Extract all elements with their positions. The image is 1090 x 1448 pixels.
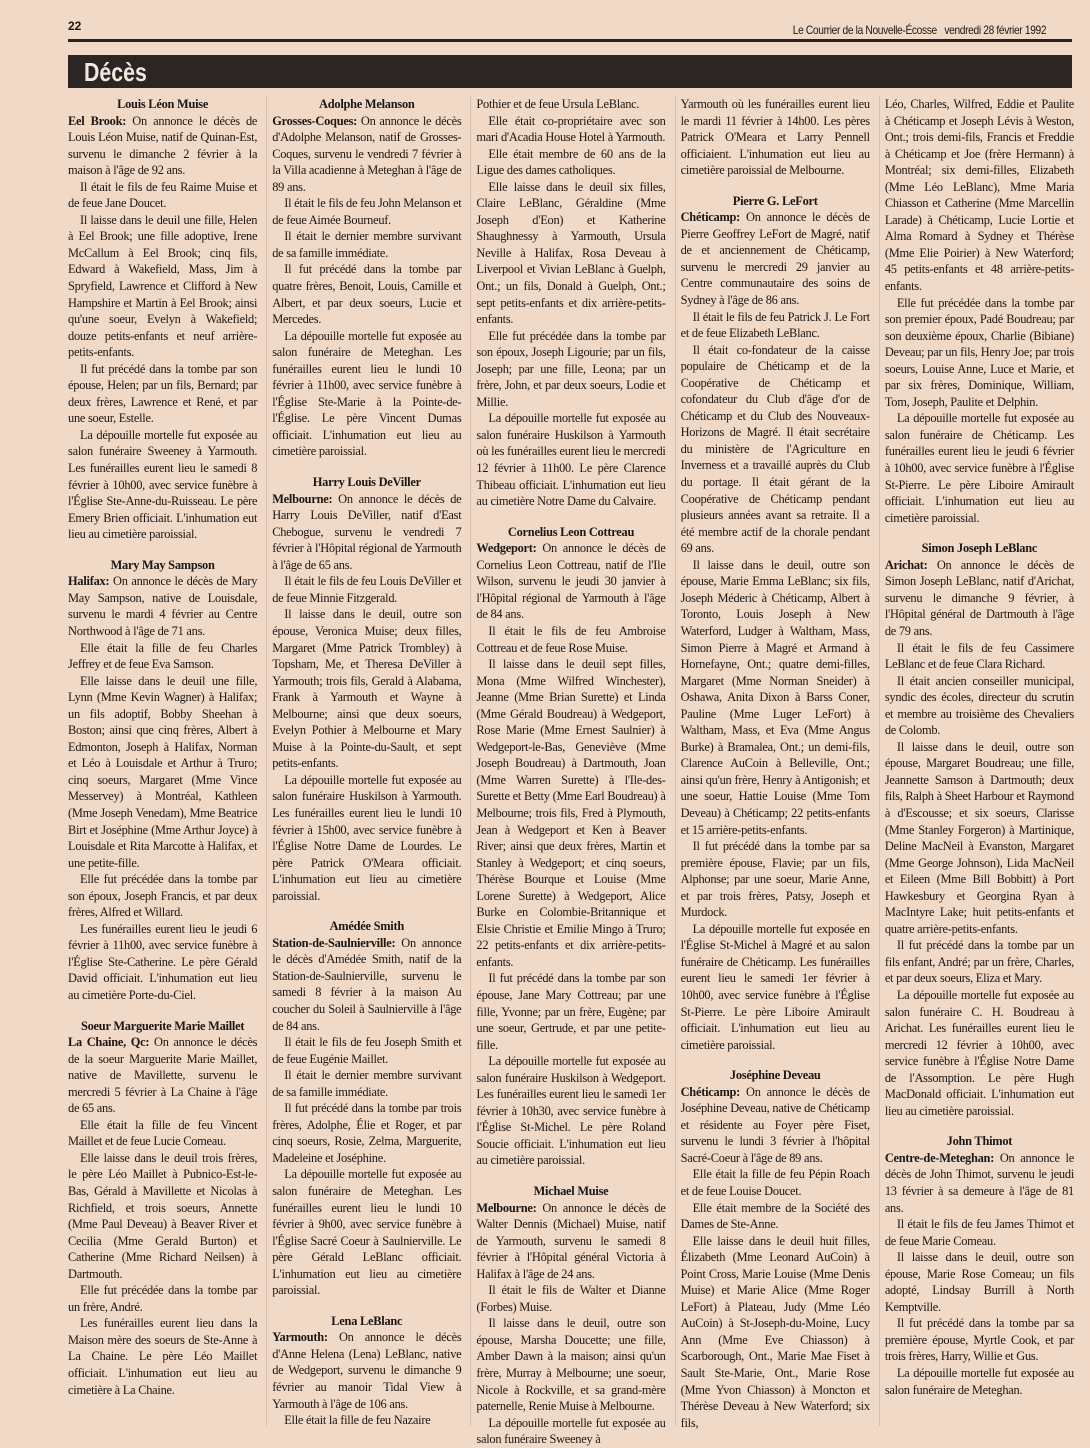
paragraph-text: Il fut précédé dans la tombe par son épouse, Helen; par un fils, Bernard; par deux frères, Lawrence et René, et par une soeur, Estelle. [68,361,258,426]
obituary-paragraph [476,970,665,1053]
paragraph-text: La dépouille mortelle fut exposée au salon funéraire Huskilson à Yarmouth. Les funérailles eurent lieu le lundi 10 février à 15h00, avec service funèbre à l'Église Notre Dame de Lourdes. Le père Patrick O'Meara officiait. L'inhumation eut lieu au cimetière paroissial. [272,772,462,903]
paragraph-text: La dépouille mortelle fut exposée en l'Église St-Michel à Magré et au salon funéraire de Chéticamp. Les funérailles eurent lieu le samedi 1er février à 10h00, avec service funèbre à l'Église St-Pierre. Le père Liboire Amirault officiait. L'inhumation eut lieu au cimetière paroissial. [680,921,870,1052]
obituary-paragraph [885,1216,1074,1249]
paragraph-text: Il fut précédé dans la tombe par son épouse, Jane Mary Cottreau; par une fille, Yvonne; par un frère, Eugène; par une soeur, Gertrude, et par une petite-fille. [476,971,666,1052]
paragraph-text: Il était le fils de feu Cassimere LeBlanc et de feue Clara Richard. [884,640,1075,672]
obituary-paragraph [68,1034,257,1117]
obituary-paragraph [272,606,461,771]
paragraph-text: Elle laisse dans le deuil six filles, Claire LeBlanc, Géraldine (Mme Joseph d'Eon) et Katherine Shaughnessy à Yarmouth, Ursula Neville à Halifax, Rosa Deveau à Liverpool et Vivian LeBlanc à Guelph, Ont.; un fils, Donald à Guelph, Ont.; sept petits-enfants et dix arrière-petits-enfants. [476,179,666,327]
dateline: Chéticamp: [680,1084,741,1099]
obituary-paragraph [681,309,870,342]
paragraph-text: Les funérailles eurent lieu le jeudi 6 février à 11h00, avec service funèbre à l'Église Ste-Catherine. Le père Gérald David officiait. L'inhumation eut lieu au cimetière Porte-du-Ciel. [68,921,258,1002]
paragraph-text: Il laisse dans le deuil une fille, Helen à Eel Brook; une fille adoptive, Irene McCallum à Eel Brook; cinq fils, Edward à Wakefield, Mass, Jim à Spryfield, Lawrence et Clifford à New Hampshire et Martin à Eel Brook; ainsi qu'une soeur, Evelyn à Wakefield; douze petits-enfants et neuf arrière-petits-enfants. [68,212,258,360]
paragraph-text: Elle fut précédée dans la tombe par son époux, Joseph Francis, et par deux frères, Alfred et Willard. [68,872,258,920]
dateline: Yarmouth: [272,1330,328,1345]
paragraph-text: Il était le fils de feu Patrick J. Le Fort et de feue Elizabeth LeBlanc. [680,309,870,341]
obituary-paragraph [68,640,257,673]
paragraph-text: Elle laisse dans le deuil trois frères, le père Léo Maillet à Pubnico-Est-le-Bas, Gérald à Mavillette et Nicolas à Richfield, et trois soeurs, Annette (Mme Paul Deveau) à Beaver River et Cecilia (Mme Gerald Burton) et Catherine (Mme Richard Neilsen) à Dartmouth. [68,1150,258,1281]
obituary-paragraph [68,1150,257,1282]
paragraph-text: Elle était membre de la Société des Dames de Ste-Anne. [680,1200,870,1232]
obituary-paragraph [681,342,870,557]
publication-date: vendredi 28 février 1992 [944,23,1046,37]
dateline: Station-de-Saulnierville: [272,935,396,950]
obituary-name-heading: Mary May Sampson [110,557,215,572]
obituary-paragraph [885,937,1074,987]
obituary-paragraph [272,1100,461,1166]
obituary-paragraph [272,1067,461,1100]
paragraph-text: La dépouille mortelle fut exposée au salon funéraire de Meteghan. Les funérailles eurent lieu le lundi 10 février à 11h00, avec service funèbre à l'Église Ste-Marie à la Pointe-de-l'Église. Le père Vincent Dumas officiait. L'inhumation eut lieu au cimetière paroissial. [272,328,462,459]
column-4 [675,96,870,1430]
paragraph-text: On annonce le décès de Pierre Geoffrey LeFort de Magré, natif de et anciennement de Chéticamp, survenu le mercredi 29 janvier au Centre communautaire des soins de Sydney à l'âge de 86 ans. [680,210,870,308]
continued-paragraph [476,96,665,113]
section-title: Décès [84,57,147,87]
obituary-columns [68,96,1075,1447]
obituary-name-heading: Pierre G. LeFort [732,193,818,208]
paragraph-text: On annonce le décès de Cornelius Leon Cottreau, natif de l'Ile Wilson, survenu le jeudi 30 janvier à l'Hôpital régional de Yarmouth à l'âge de 84 ans. [476,541,666,622]
obituary-paragraph [476,1282,665,1315]
obituary-name-heading: Harry Louis DeViller [312,475,421,490]
paragraph-text: La dépouille mortelle fut exposée au salon funéraire de Meteghan. Les funérailles eurent lieu le lundi 10 février à 9h00, avec service funèbre à l'Église Sacré Coeur à Saulnierville. Le père Gérald LeBlanc officiait. L'inhumation eut lieu au cimetière paroissial. [272,1167,462,1298]
paragraph-text: On annonce le décès de John Thimot, survenu le jeudi 13 février à sa demeure à l'âge de 81 ans. [884,1150,1075,1215]
paragraph-text: La dépouille mortelle fut exposée au salon funéraire de Chéticamp. Les funérailles eurent lieu le jeudi 6 février à 10h00, avec service funèbre à l'Église St-Pierre. Le père Liboire Amirault officiait. L'inhumation eut lieu au cimetière paroissial. [884,411,1075,525]
paragraph-text: Il laisse dans le deuil, outre son épouse, Margaret Boudreau; une fille, Jeannette Samson à Dartmouth; deux fils, Ralph à Sheet Harbour et Raymond à d'Escousse; et six soeurs, Clarisse (Mme Stanley Forgeron) à Martinique, Deline MacNeil à Evanston, Margaret (Mme George Johnson), Lida MacNeil et Eileen (Mme Bill Bobbitt) à Port Hawkesbury et Georgina Ryan à MacIntyre Lake; huit petits-enfants et quatre arrière-petits-enfants. [884,739,1075,936]
column-5 [879,96,1074,1426]
obituary-paragraph [272,261,461,327]
paragraph-text: Elle était la fille de feu Pépin Roach et de feue Louise Doucet. [680,1167,870,1198]
obituary-name-heading: Joséphine Deveau [729,1068,821,1083]
obituary-name-heading: Amédée Smith [329,919,405,934]
paragraph-text: Elle était co-propriétaire avec son mari d'Acadia House Hotel à Yarmouth. [476,113,666,145]
page-number: 22 [68,19,82,33]
paragraph-text: On annonce le décès d'Adolphe Melanson, natif de Grosses-Coques, survenu le vendredi 7 février à la Villa acadienne à Meteghan à l'âge de 89 ans. [272,113,462,194]
obituary-paragraph [885,1315,1074,1365]
obituary-paragraph [272,772,461,904]
paragraph-text: Elle laisse dans le deuil huit filles, Élizabeth (Mme Leonard AuCoin) à Point Cross, Marie Louise (Mme Denis Muise) et Marie Alice (Mme Roger LeFort) à Plateau, Judy (Mme Léo AuCoin) à St-Joseph-du-Moine, Lucy Ann (Mme Eve Chiasson) à Scarborough, Ont., Marie Mae Fiset à Sault Ste-Marie, Ont., Marie Rose (Mme Yvon Chiasson) à Moncton et Thérèse Deveau à New Waterford; six fils, [680,1233,870,1430]
paragraph-text: Il fut précédé dans la tombe par trois frères, Adolphe, Élie et Roger, et par cinq soeurs, Rosie, Zelma, Marguerite, Madeleine et Joséphine. [272,1101,462,1165]
obituary-paragraph [885,1249,1074,1315]
paragraph-text: Il laisse dans le deuil sept filles, Mona (Mme Wilfred Winchester), Jeanne (Mme Brian Surette) et Linda (Mme Gérald Boudreau) à Wedgeport, Rose Marie (Mme Ernest Saulnier) à Wedgeport-le-Bas, Geneviève (Mme Joseph Boudreau) à Dartmouth, Joan (Mme Warren Surette) à l'Ile-des-Surette et Betty (Mme Earl Boudreau) à Melbourne; trois fils, Fred à Plymouth, Jean à Wedgeport et Ken à Beaver River; ainsi que deux frères, Martin et Stanley à Wedgeport; et cinq soeurs, Thérèse Bourque et Louise (Mme Lorene Surette) à Wedgeport, Alice Burke en Colombie-Britannique et Elsie Christie et Emilie Mingo à Truro; 22 petits-enfants et dix arrière-petits-enfants. [476,657,666,969]
paragraph-text: On annonce le décès de Mary May Sampson, native de Louisdale, survenu le mardi 4 février au Centre Northwood à l'âge de 71 ans. [68,574,258,638]
paragraph-text: Il était le dernier membre survivant de sa famille immédiate. [272,229,462,260]
paragraph-text: Pothier et de feue Ursula LeBlanc. [476,97,640,111]
paragraph-text: Il laisse dans le deuil, outre son épouse, Marie Emma LeBlanc; six fils, Joseph Méderic à Chéticamp, Albert à Toronto, Louis Joseph à New Waterford, Ludger à Waltham, Mass, Simon Pierre à Magré et Armand à Hornefayne, Ont.; quatre demi-filles, Margaret (Mme Norman Sneider) à Oshawa, Anita Dixon à Barss Coner, Pauline (Mme Luger LeFort) à Waltham, Mass, et Eva (Mme Angus Burke) à Bramalea, Ont.; un demi-fils, Clarence AuCoin à Belleville, Ont.; ainsi qu'un frère, Henry à Antigonish; et une soeur, Hattie Louise (Mme Tom Deveau) à Chéticamp; 22 petits-enfants et 15 arrière-petits-enfants. [680,557,870,837]
paragraph-text: Il fut précédé dans la tombe par sa première épouse, Flavie; par un fils, Alphonse; par une soeur, Marie Anne, et par trois frères, Patsy, Joseph et Murdock. [680,839,870,920]
obituary-name-heading: Louis Léon Muise [117,97,209,111]
obituary-name-heading: Cornelius Leon Cottreau [507,524,635,539]
paragraph-text: Elle fut précédée dans la tombe par son époux, Joseph Ligourie; par un fils, Joseph; par une fille, Leona; par un frère, John, et par deux soeurs, Lodie et Millie. [476,328,666,409]
obituary-name-heading: John Thimot [946,1134,1013,1149]
dateline: Melbourne: [476,1200,537,1215]
paragraph-text: La dépouille mortelle fut exposée au salon funéraire Sweeney à Yarmouth. Les funérailles eurent lieu le samedi 8 février à 10h00, avec service funèbre à l'Église Ste-Anne-du-Ruisseau. Le père Emery Brien officiait. L'inhumation eut lieu au cimetière paroissial. [68,427,258,542]
obituary-paragraph [68,1315,257,1398]
obituary-paragraph [681,1084,870,1167]
dateline: Wedgeport: [476,541,537,556]
paragraph-text: Il était co-fondateur de la caisse populaire de Chéticamp et de la Coopérative de Chéticamp et cofondateur du Club d'âge d'or de Chéticamp et du Club des Nouveaux-Horizons de Magré. Il était secrétaire du ministère de l'Agriculture en Inverness et a travaillé auprès du Club du portage. Il était gérant de la Coopérative de Chéticamp pendant plusieurs années avant sa retraite. Il a été membre actif de la chorale pendant 69 ans. [680,342,870,556]
obituary-paragraph [885,1365,1074,1398]
section-banner [68,55,1072,88]
obituary-paragraph [272,113,461,196]
paragraph-text: Il était le dernier membre survivant de sa famille immédiate. [272,1068,462,1099]
paragraph-text: Elle laisse dans le deuil une fille, Lynn (Mme Kevin Wagner) à Halifax; un fils adoptif, Bobby Sheehan à Boston; ainsi que cinq frères, Albert à Edmonton, Joseph à Halifax, Norman et Léo à Louisdale et Arthur à Truro; cinq soeurs, Margaret (Mme Vince Messervey) à Montréal, Kathleen (Mme Joseph Venedam), Mme Beatrice Birt et Joséphine (Mme Arthur Joyce) à Louisdale et Rita Marcotte à Halifax, et une petite-fille. [68,673,258,870]
paragraph-text: Léo, Charles, Wilfred, Eddie et Paulite à Chéticamp et Joseph Lévis à Weston, Ont.; trois demi-fils, Francis et Freddie à Chéticamp et Joe (frère Hermann) à Montréal; six demi-filles, Elizabeth (Mme Léo LeBlanc), Mme Maria Chiasson et Catherine (Mme Marcellin Larade) à Chéticamp, Lucie Lortie et Alma Romard à Sydney et Thérèse (Mme Elie Poirier) à New Waterford; 45 petits-enfants et 48 arrière-petits-enfants. [884,97,1075,294]
dateline: Grosses-Coques: [272,113,358,128]
paragraph-text: Il était ancien conseiller municipal, syndic des écoles, directeur du scrutin et membre au troisième des Chevaliers de Colomb. [884,673,1075,738]
paragraph-text: Il était le fils de feu John Melanson et de feue Aimée Bourneuf. [272,196,462,227]
obituary-paragraph [476,179,665,328]
obituary-paragraph [272,573,461,606]
obituary-paragraph [885,673,1074,739]
obituary-paragraph [68,573,257,639]
paragraph-text: Elle fut précédée dans la tombe par un frère, André. [68,1283,258,1314]
obituary-paragraph [68,673,257,872]
paragraph-text: Il était le fils de feu Joseph Smith et de feue Eugénie Maillet. [272,1035,462,1066]
obituary-paragraph [681,209,870,308]
obituary-paragraph [476,113,665,146]
paragraph-text: La dépouille mortelle fut exposée au salon funéraire Sweeney à [476,1415,666,1447]
obituary-paragraph [681,557,870,838]
obituary-paragraph [272,1034,461,1067]
obituary-paragraph [476,656,665,970]
obituary-paragraph [885,557,1074,640]
obituary-paragraph [68,921,257,1004]
obituary-paragraph [68,179,257,212]
continued-paragraph [885,96,1074,295]
paragraph-text: Il fut précédé dans la tombe par un fils enfant, André; par un frère, Charles, et par deux soeurs, Eliza et Mary. [884,938,1075,986]
obituary-paragraph [272,328,461,460]
obituary-name-heading: Michael Muise [533,1184,609,1198]
obituary-paragraph [476,146,665,179]
paragraph-text: Elle était la fille de feu Vincent Maillet et de feue Lucie Comeau. [68,1117,258,1149]
obituary-paragraph [476,328,665,411]
obituary-paragraph [68,113,257,179]
continued-paragraph [681,96,870,179]
obituary-name-heading: Soeur Marguerite Marie Maillet [80,1018,245,1033]
header-rule [68,39,1072,42]
dateline: Centre-de-Meteghan: [884,1150,995,1165]
paragraph-text: Il fut précédé dans la tombe par sa première épouse, Myrtle Cook, et par trois frères, Harry, Willie et Gus. [884,1316,1075,1364]
obituary-paragraph [681,1166,870,1199]
paragraph-text: On annonce le décès de Louis Léon Muise, natif de Quinan-Est, survenu le dimanche 2 février à la maison à l'âge de 92 ans. [68,113,258,178]
obituary-paragraph [272,195,461,228]
paragraph-text: Il fut précédé dans la tombe par quatre frères, Benoit, Louis, Camille et Albert, et par deux soeurs, Lucie et Mercedes. [272,262,462,327]
dateline: Melbourne: [272,491,333,506]
obituary-name-heading: Adolphe Melanson [319,97,415,111]
paragraph-text: On annonce le décès de Joséphine Deveau, native de Chéticamp et résidente au Foyer père Fiset, survenu le lundi 3 février à l'hôpital Sacré-Coeur à l'âge de 89 ans. [680,1084,870,1165]
paragraph-text: Elle était la fille de feu Nazaire [284,1413,431,1428]
masthead [793,23,1046,37]
obituary-name-heading: Lena LeBlanc [331,1313,403,1328]
publication-name: Le Courrier de la Nouvelle-Écosse [792,23,937,37]
paragraph-text: Il laisse dans le deuil, outre son épouse, Marsha Doucette; une fille, Amber Dawn à la maison; ainsi qu'un frère, Murray à Melbourne; une soeur, Nicole à Rockville, et sa grand-mère paternelle, Renie Muise à Melbourne. [476,1316,666,1414]
column-1 [68,96,257,1426]
obituary-paragraph [68,1282,257,1315]
paragraph-text: La dépouille mortelle fut exposée au salon funéraire de Meteghan. [884,1366,1075,1397]
paragraph-text: La dépouille mortelle fut exposée au salon funéraire Huskilson à Wedgeport. Les funérailles eurent lieu le samedi 1er février à 10h30, avec service funèbre à l'Église St-Michel. Le père Roland Soucie officiait. L'inhumation eut lieu au cimetière paroissial. [476,1054,666,1168]
obituary-paragraph [272,1412,461,1429]
obituary-paragraph [885,295,1074,411]
obituary-paragraph [476,1415,665,1448]
dateline: Arichat: [884,557,928,572]
dateline: Eel Brook: [68,113,127,128]
paragraph-text: Il laisse dans le deuil, outre son épouse, Veronica Muise; deux filles, Margaret (Mme Patrick Trombley) à Topsham, Me, et Theresa DeViller à Yarmouth; trois fils, Gerald à Alabama, Frank à Yarmouth et Wayne à Melbourne; ainsi que deux soeurs, Evelyn Pothier à Melbourne et Mary Muise à la Pointe-du-Sault, et sept petits-enfants. [272,607,462,771]
column-2 [266,96,461,1426]
paragraph-text: Les funérailles eurent lieu dans la Maison mère des soeurs de Ste-Anne à La Chaine. Le père Léo Maillet officiait. L'inhumation eut lieu au cimetière à La Chaine. [68,1316,258,1397]
obituary-paragraph [68,212,257,361]
obituary-paragraph [68,361,257,427]
paragraph-text: Elle fut précédée dans la tombe par son premier époux, Padé Boudreau; par son deuxième époux, Charlie (Bibiane) Deveau; par un fils, Henry Joe; par trois soeurs, Louise Anne, Luce et Marie, et par six frères, Dominique, William, Tom, Joseph, Paulite et Delphin. [884,295,1075,409]
paragraph-text: Il était le fils de feu Ambroise Cottreau et de feue Rose Muise. [476,623,666,655]
paragraph-text: Yarmouth où les funérailles eurent lieu le mardi 11 février à 14h00. Les pères Patrick O'Meara et Larry Pennell officiaient. L'inhumation eut lieu au cimetière paroissial de Melbourne. [680,97,870,178]
dateline: Halifax: [68,574,110,589]
paragraph-text: Elle était membre de 60 ans de la Ligue des dames catholiques. [476,146,666,178]
paragraph-text: La dépouille mortelle fut exposée au salon funéraire Huskilson à Yarmouth où les funérailles eurent lieu le mercredi 12 février à 11h00. Le père Clarence Thibeau officiait. L'inhumation eut lieu au cimetière Notre Dame du Calvaire. [476,411,666,509]
paragraph-text: On annonce le décès de Simon Joseph LeBlanc, natif d'Arichat, survenu le dimanche 9 février, à l'Hôpital général de Dartmouth à l'âge de 79 ans. [884,557,1075,638]
obituary-paragraph [476,410,665,509]
obituary-paragraph [885,410,1074,526]
paragraph-text: Il était le fils de feu Louis DeViller et de feue Minnie Fitzgerald. [272,574,462,605]
obituary-paragraph [885,1150,1074,1216]
obituary-paragraph [272,491,461,574]
paragraph-text: On annonce le décès de Walter Dennis (Michael) Muise, natif de Yarmouth, survenu le samedi 8 février à l'Hôpital général Victoria à Halifax à l'âge de 24 ans. [476,1200,666,1281]
paragraph-text: Il était le fils de feu James Thimot et de feue Marie Comeau. [884,1217,1075,1248]
paragraph-text: La dépouille mortelle fut exposée au salon funéraire C. H. Boudreau à Arichat. Les funérailles eurent lieu le mercredi 12 février à 10h00, avec service funèbre à l'Église Notre Dame de l'Assomption. Le père Hugh MacDonald officiait. L'inhumation eut lieu au cimetière paroissial. [884,987,1075,1118]
obituary-paragraph [272,1166,461,1298]
paragraph-text: Il était le fils de feu Raime Muise et de feue Jane Doucet. [68,179,258,211]
obituary-paragraph [885,987,1074,1119]
paragraph-text: Il était le fils de Walter et Dianne (Forbes) Muise. [476,1283,666,1314]
paragraph-text: On annonce le décès de la soeur Marguerite Marie Maillet, native de Mavillette, survenu le mercredi 5 février à La Chaine à l'âge de 65 ans. [68,1035,258,1116]
obituary-paragraph [681,921,870,1053]
dateline: La Chaine, Qc: [68,1035,150,1050]
paragraph-text: Elle était la fille de feu Charles Jeffrey et de feue Eva Samson. [68,640,258,672]
obituary-paragraph [476,1200,665,1283]
obituary-paragraph [681,838,870,921]
obituary-paragraph [476,1053,665,1169]
obituary-paragraph [272,935,461,1034]
obituary-paragraph [885,640,1074,673]
obituary-paragraph [68,1117,257,1150]
obituary-paragraph [68,427,257,543]
obituary-paragraph [272,1329,461,1412]
obituary-name-heading: Simon Joseph LeBlanc [921,541,1038,556]
column-3 [470,96,666,1447]
paragraph-text: On annonce le décès d'Amédée Smith, natif de la Station-de-Saulnierville, survenu le samedi 8 février à la maison Au coucher du Soleil à Saulnierville à l'âge de 84 ans. [272,935,462,1033]
dateline: Chéticamp: [680,210,741,225]
obituary-paragraph [476,1315,665,1414]
paragraph-text: On annonce le décès de Harry Louis DeViller, natif d'East Chebogue, survenu le vendredi 7 février à l'Hôpital régional de Yarmouth à l'âge de 65 ans. [272,491,462,572]
obituary-paragraph [681,1233,870,1432]
obituary-paragraph [476,623,665,656]
obituary-paragraph [272,228,461,261]
obituary-paragraph [681,1200,870,1233]
obituary-paragraph [476,540,665,623]
obituary-paragraph [885,739,1074,938]
paragraph-text: Il laisse dans le deuil, outre son épouse, Marie Rose Comeau; un fils adopté, Lindsay Burrill à North Kemptville. [884,1250,1075,1314]
obituary-paragraph [68,871,257,921]
paragraph-text: On annonce le décès d'Anne Helena (Lena) LeBlanc, native de Wedgeport, survenu le dimanche 9 février au manoir Tidal View à Yarmouth à l'âge de 106 ans. [272,1330,462,1411]
